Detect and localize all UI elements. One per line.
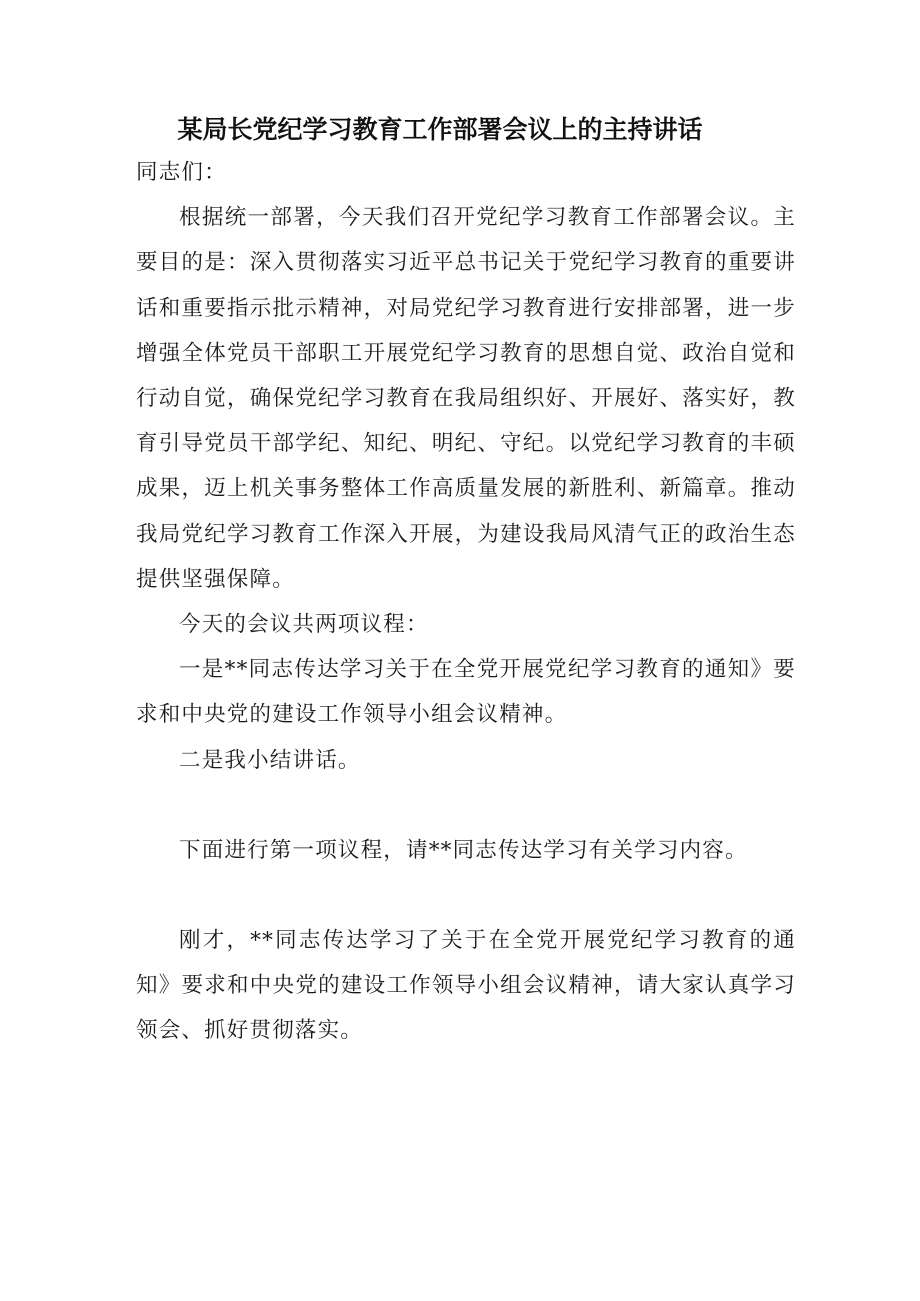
document-body	[136, 150, 796, 1054]
paragraph-agenda-intro: 今天的会议共两项议程：	[179, 612, 429, 638]
paragraph-first-item-start: 下面进行第一项议程，请**同志传达学习有关学习内容。	[179, 837, 748, 863]
paragraph-closing: 刚才，**同志传达学习了关于在全党开展党纪学习教育的通知》要求和中央党的建设工作领导小组会议精神，请大家认真学习领会、抓好贯彻落实。	[136, 928, 796, 1044]
document-title: 某局长党纪学习教育工作部署会议上的主持讲话	[177, 115, 703, 144]
paragraph-agenda-item-2: 二是我小结讲话。	[179, 747, 361, 773]
salutation: 同志们：	[136, 160, 227, 185]
paragraph-purpose: 根据统一部署，今天我们召开党纪学习教育工作部署会议。主要目的是：深入贯彻落实习近平总书记关于党纪学习教育的重要讲话和重要指示批示精神，对局党纪学习教育进行安排部署，进一步增强全体党员干部职工开展党纪学习教育的思想自觉、政治自觉和行动自觉，确保党纪学习教育在我局组织好、开展好、落实好，教育引导党员干部学纪、知纪、明纪、守纪。以党纪学习教育的丰硕成果，迈上机关事务整体工作高质量发展的新胜利、新篇章。推动我局党纪学习教育工作深入开展，为建设我局风清气正的政治生态提供坚强保障。	[136, 205, 796, 592]
paragraph-agenda-item-1: 一是**同志传达学习关于在全党开展党纪学习教育的通知》要求和中央党的建设工作领导小组会议精神。	[136, 657, 796, 728]
